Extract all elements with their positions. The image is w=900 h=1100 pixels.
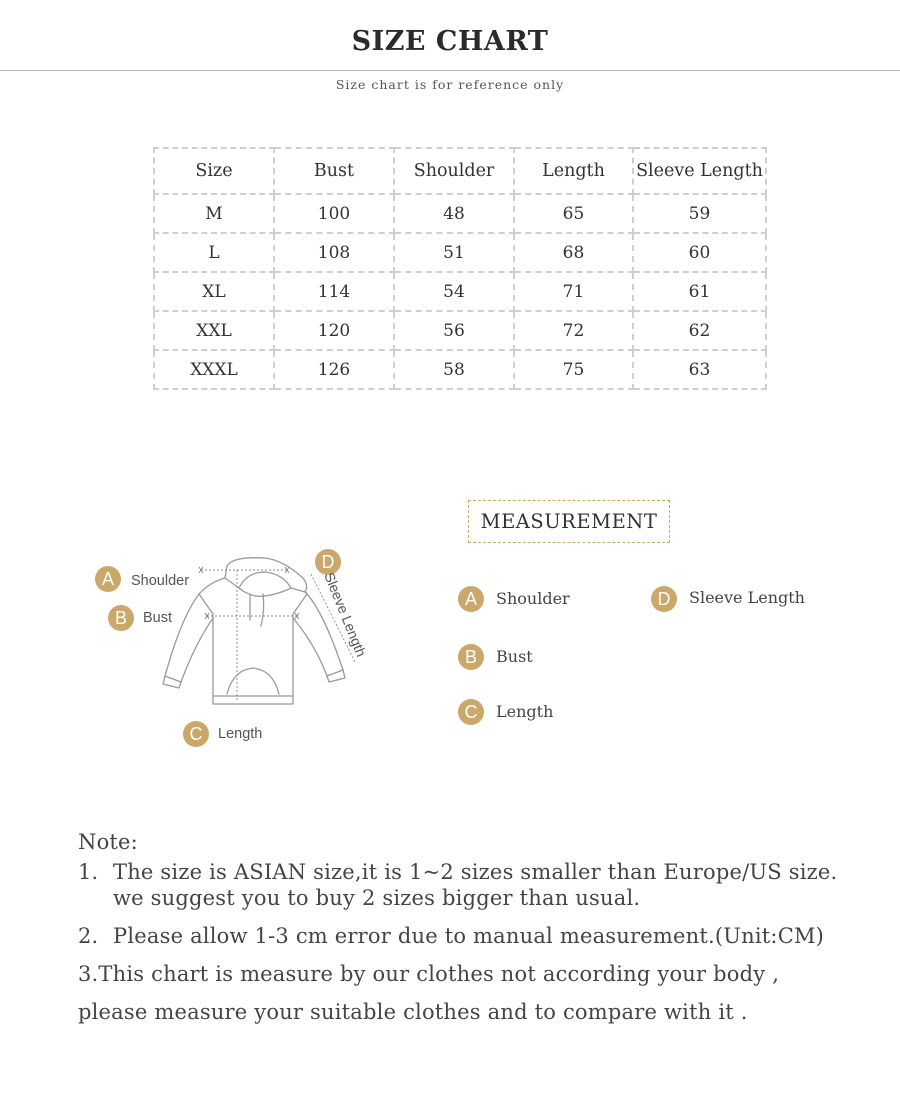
table-row [154,194,766,233]
table-cell: XXXL [154,350,274,389]
badge-b: B [108,605,134,631]
title-divider [0,70,900,71]
notes-heading: Note: [78,830,138,854]
page-title: SIZE CHART [351,26,549,57]
legend-label-shoulder: Shoulder [496,589,570,608]
table-row [154,233,766,272]
table-cell: 62 [633,311,766,350]
note-1-line-2: we suggest you to buy 2 sizes bigger than usual. [113,886,641,910]
badge-c: C [183,721,209,747]
column-header: Length [514,148,633,194]
table-cell: 65 [514,194,633,233]
table-cell: 58 [394,350,514,389]
note-2-number: 2. [78,924,99,948]
table-cell: 59 [633,194,766,233]
diagram-label-shoulder: Shoulder [131,573,190,589]
table-cell: 72 [514,311,633,350]
legend-label-sleeve-length: Sleeve Length [689,588,805,607]
table-cell: 63 [633,350,766,389]
table-cell: 68 [514,233,633,272]
note-1-text: The size is ASIAN size,it is 1~2 sizes smaller than Europe/US size. [113,860,838,884]
column-header: Shoulder [394,148,514,194]
page-subtitle: Size chart is for reference only [335,77,565,92]
note-2 [78,924,824,948]
table-cell: 48 [394,194,514,233]
table-cell: 71 [514,272,633,311]
legend-badge-b: B [458,644,484,670]
table-row [154,311,766,350]
table-cell: XXL [154,311,274,350]
table-cell: 60 [633,233,766,272]
table-cell: L [154,233,274,272]
table-row [154,272,766,311]
diagram-label-length: Length [218,726,263,742]
legend-label-bust: Bust [496,647,533,666]
legend-badge-d: D [651,586,677,612]
table-cell: M [154,194,274,233]
column-header: Size [154,148,274,194]
table-cell: 54 [394,272,514,311]
note-2-text: Please allow 1-3 cm error due to manual measurement.(Unit:CM) [113,924,825,948]
table-cell: 120 [274,311,394,350]
table-cell: 51 [394,233,514,272]
column-header: Sleeve Length [633,148,766,194]
table-cell: XL [154,272,274,311]
table-header-row [154,148,766,194]
legend-badge-c: C [458,699,484,725]
legend-label-length: Length [496,702,554,721]
note-3-line-1: 3.This chart is measure by our clothes not according your body , [78,962,780,986]
measurement-title: MEASUREMENT [468,500,670,543]
table-cell: 61 [633,272,766,311]
note-1-line-1 [78,860,837,884]
table-cell: 108 [274,233,394,272]
size-table [153,147,767,390]
table-cell: 56 [394,311,514,350]
badge-a: A [95,566,121,592]
table-row [154,350,766,389]
diagram-label-sleeve-length: Sleeve Length [321,570,370,660]
table-cell: 114 [274,272,394,311]
table-cell: 75 [514,350,633,389]
diagram-label-bust: Bust [143,610,173,626]
table-cell: 126 [274,350,394,389]
table-cell: 100 [274,194,394,233]
column-header: Bust [274,148,394,194]
badge-d: D [315,549,341,575]
legend-badge-a: A [458,586,484,612]
note-1-number: 1. [78,860,99,884]
note-3-line-2: please measure your suitable clothes and to compare with it . [78,1000,748,1024]
